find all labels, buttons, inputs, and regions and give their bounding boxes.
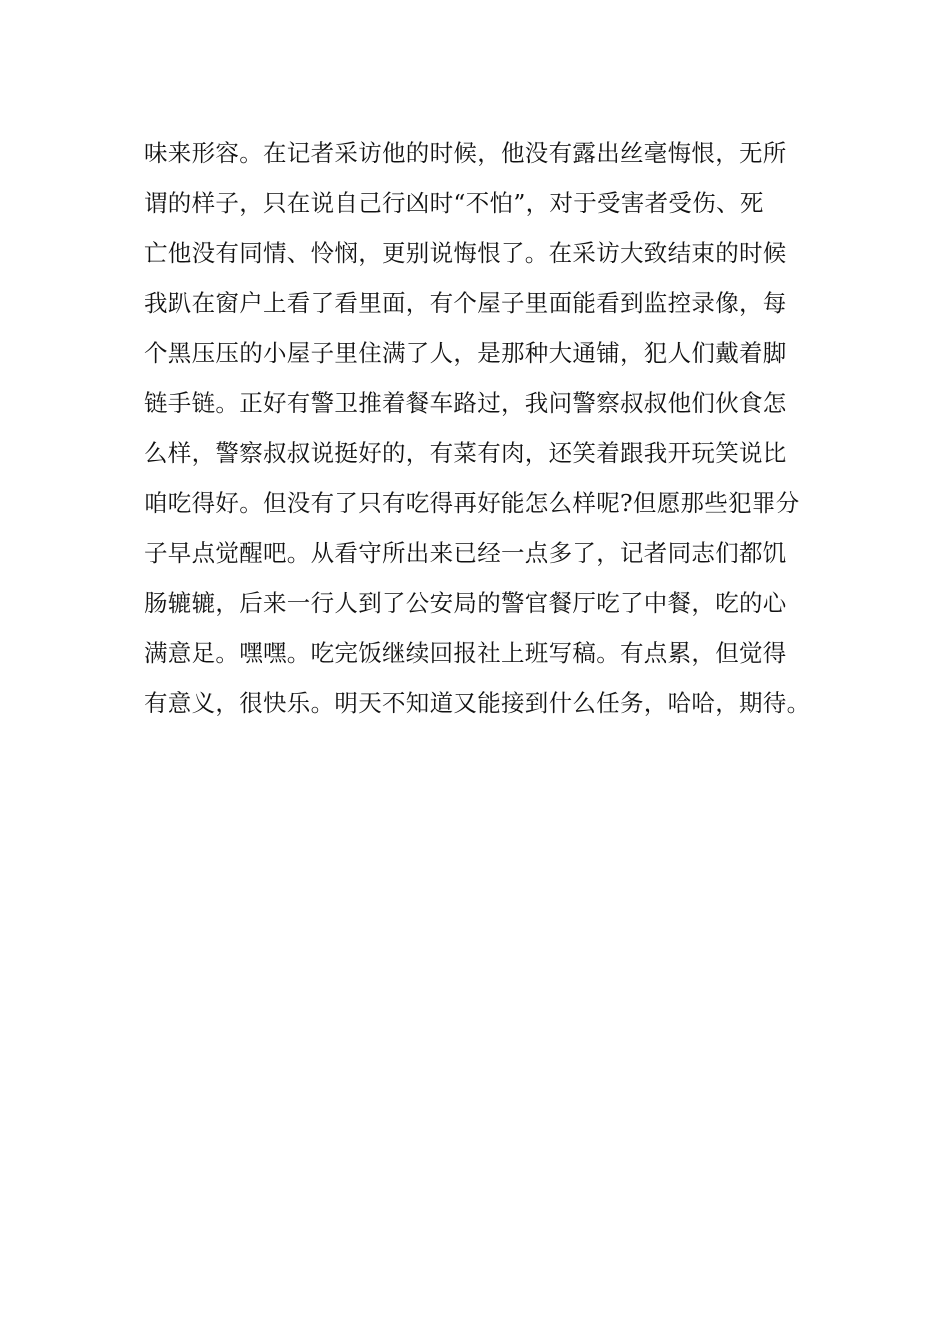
text-line: 我趴在窗户上看了看里面，有个屋子里面能看到监控录像，每 — [144, 289, 787, 317]
text-line: 么样，警察叔叔说挺好的，有菜有肉，还笑着跟我开玩笑说比 — [144, 439, 787, 467]
text-line: 子早点觉醒吧。从看守所出来已经一点多了，记者同志们都饥 — [144, 539, 787, 567]
text-line: 肠辘辘，后来一行人到了公安局的警官餐厅吃了中餐，吃的心 — [144, 589, 787, 617]
text-line: 亡他没有同情、怜悯，更别说悔恨了。在采访大致结束的时候 — [144, 239, 787, 267]
text-line: 味来形容。在记者采访他的时候，他没有露出丝毫悔恨，无所 — [144, 139, 787, 167]
text-line: 谓的样子，只在说自己行凶时“不怕”，对于受害者受伤、死 — [144, 189, 764, 217]
text-line: 咱吃得好。但没有了只有吃得再好能怎么样呢?但愿那些犯罪分 — [144, 489, 800, 517]
text-line: 有意义，很快乐。明天不知道又能接到什么任务，哈哈，期待。 — [144, 689, 811, 717]
text-line: 链手链。正好有警卫推着餐车路过，我问警察叔叔他们伙食怎 — [144, 389, 787, 417]
body-paragraph — [144, 128, 814, 728]
text-line: 满意足。嘿嘿。吃完饭继续回报社上班写稿。有点累，但觉得 — [144, 639, 787, 667]
text-line: 个黑压压的小屋子里住满了人，是那种大通铺，犯人们戴着脚 — [144, 339, 787, 367]
